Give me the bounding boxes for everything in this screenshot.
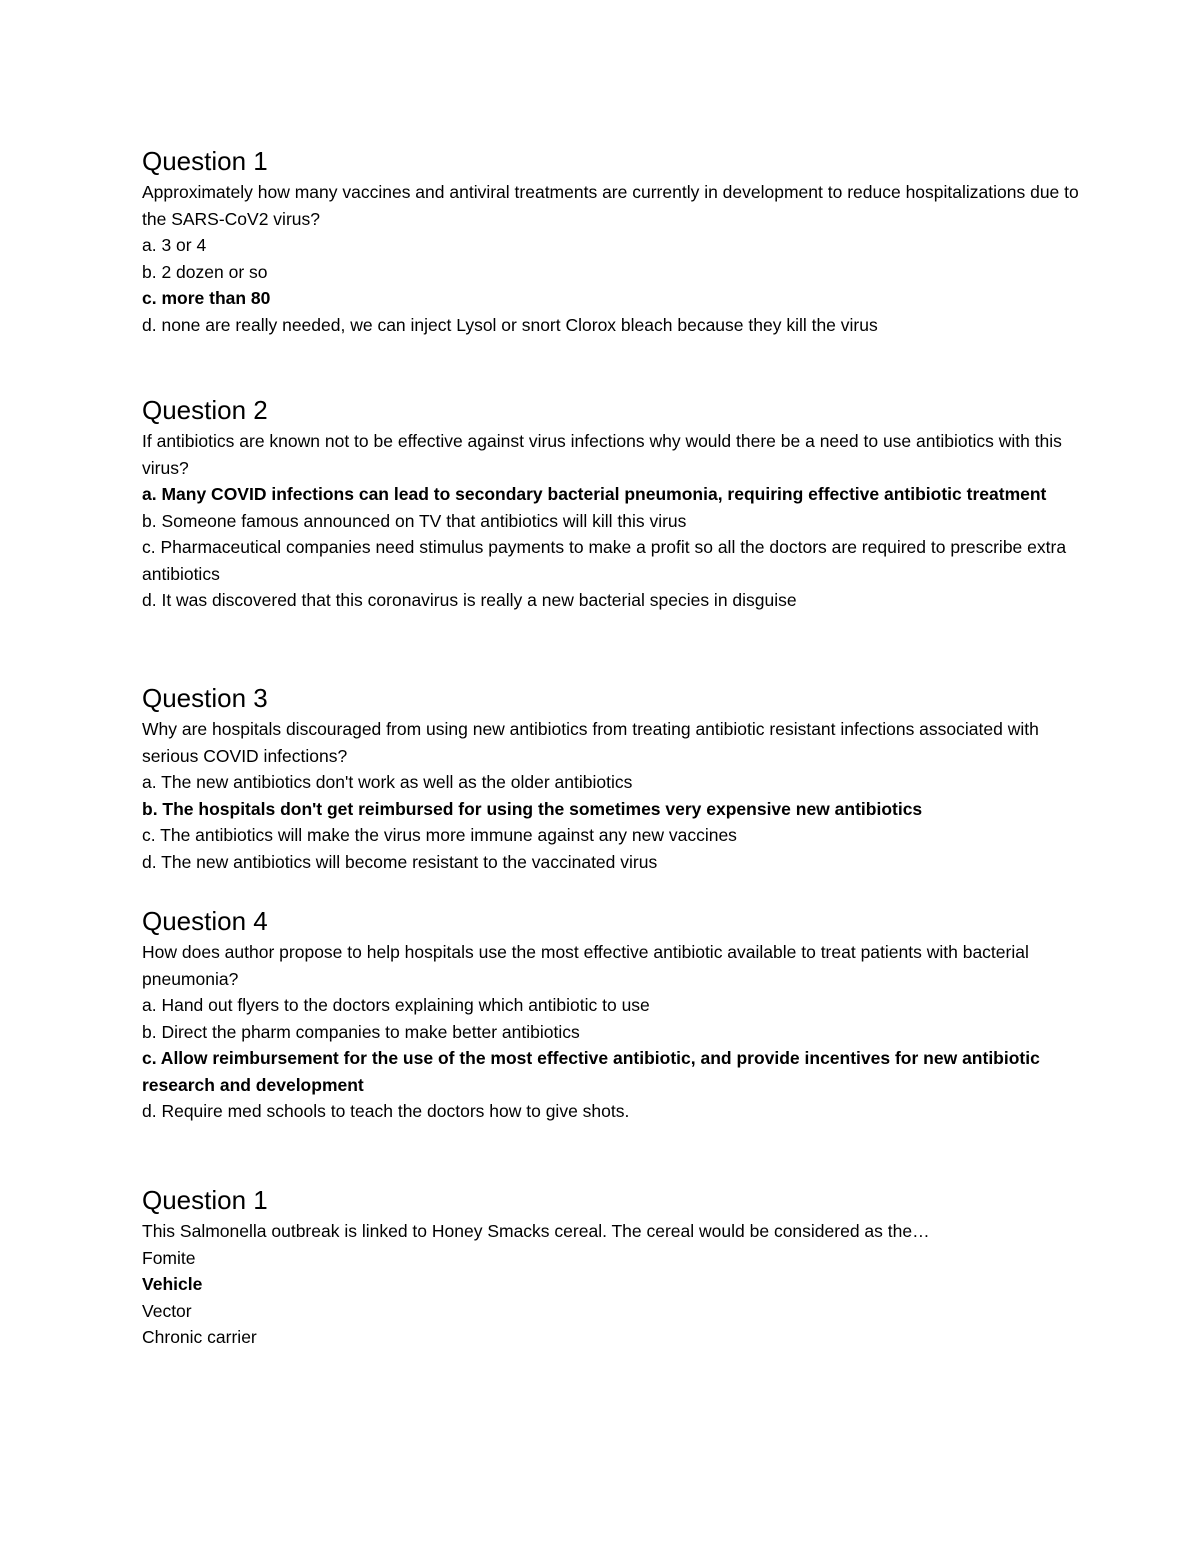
question-block-1 (142, 145, 1082, 338)
answer-option-c-correct: c. Allow reimbursement for the use of the most effective antibiotic, and provide incentives for new antibiotic research and development (142, 1048, 1040, 1095)
answer-option-c: c. The antibiotics will make the virus more immune against any new vaccines (142, 825, 737, 845)
answer-option-chronic-carrier: Chronic carrier (142, 1327, 257, 1347)
answer-option-c-correct: c. more than 80 (142, 288, 271, 308)
answer-option-vehicle-correct: Vehicle (142, 1274, 203, 1294)
question-text: Approximately how many vaccines and antiviral treatments are currently in development to reduce hospitalizations due to the SARS-CoV2 virus? (142, 182, 1079, 229)
answer-option-vector: Vector (142, 1300, 192, 1321)
answer-option-b: b. Direct the pharm companies to make better antibiotics (142, 1021, 580, 1042)
answer-option-a-correct: a. Many COVID infections can lead to secondary bacterial pneumonia, requiring effective antibiotic treatment (142, 484, 1047, 504)
question-text: If antibiotics are known not to be effective against virus infections why would there be a need to use antibiotics with this virus? (142, 431, 1062, 478)
question-block-3 (142, 682, 1082, 875)
answer-option-d: d. It was discovered that this coronavirus is really a new bacterial species in disguise (142, 590, 797, 610)
answer-option-d: d. The new antibiotics will become resistant to the vaccinated virus (142, 851, 658, 872)
answer-option-a: a. 3 or 4 (142, 235, 207, 255)
question-block-5 (142, 1184, 1082, 1351)
question-title: Question 1 (142, 1185, 268, 1215)
question-text: How does author propose to help hospitals use the most effective antibiotic available to treat patients with bacterial pneumonia? (142, 942, 1029, 989)
question-block-4 (142, 905, 1082, 1125)
question-block-2 (142, 394, 1082, 614)
answer-option-fomite: Fomite (142, 1247, 196, 1268)
question-title: Question 3 (142, 683, 268, 713)
question-text: This Salmonella outbreak is linked to Honey Smacks cereal. The cereal would be considered as the… (142, 1221, 930, 1241)
question-title: Question 4 (142, 906, 268, 936)
question-title: Question 2 (142, 395, 268, 425)
answer-option-c: c. Pharmaceutical companies need stimulus payments to make a profit so all the doctors are required to prescribe extra antibiotics (142, 537, 1067, 584)
answer-option-b-correct: b. The hospitals don't get reimbursed for using the sometimes very expensive new antibiotics (142, 798, 923, 819)
answer-option-b: b. 2 dozen or so (142, 261, 268, 282)
answer-option-a: a. Hand out flyers to the doctors explaining which antibiotic to use (142, 995, 650, 1015)
question-text: Why are hospitals discouraged from using new antibiotics from treating antibiotic resistant infections associated with serious COVID infections? (142, 719, 1039, 766)
question-title: Question 1 (142, 146, 268, 176)
answer-option-b: b. Someone famous announced on TV that antibiotics will kill this virus (142, 510, 687, 531)
answer-option-d: d. Require med schools to teach the doctors how to give shots. (142, 1101, 630, 1121)
answer-option-a: a. The new antibiotics don't work as well as the older antibiotics (142, 772, 633, 792)
answer-option-d: d. none are really needed, we can inject Lysol or snort Clorox bleach because they kill the virus (142, 314, 878, 335)
